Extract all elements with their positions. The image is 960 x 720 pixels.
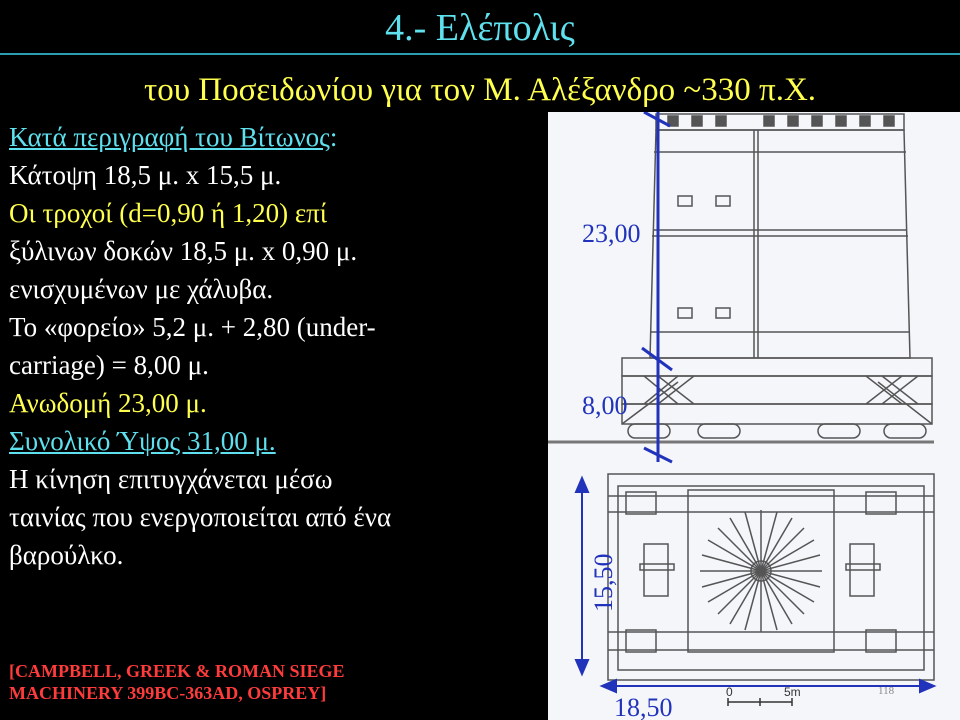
drawing-svg <box>548 112 960 720</box>
capstan <box>700 510 822 632</box>
title-divider <box>0 53 960 55</box>
body-line-plan: Κάτοψη 18,5 μ. x 15,5 μ. <box>9 160 282 190</box>
battlements <box>656 114 904 130</box>
body-text <box>9 118 549 574</box>
dim-superstructure-height: 23,00 <box>582 219 641 248</box>
tower-windows <box>678 196 730 318</box>
dim-length: 18,50 <box>614 693 673 720</box>
body-line-total-height: Συνολικό Ύψος 31,00 μ. <box>9 426 276 456</box>
body-line-source: Κατά περιγραφή του Βίτωνος: <box>9 122 338 152</box>
slide-title: 4.- Ελέπολις <box>385 7 575 49</box>
scale-end: 5m <box>784 685 801 699</box>
body-line-superstructure: Ανωδομή 23,00 μ. <box>9 388 207 418</box>
body-line-carriage-total: carriage) = 8,00 μ. <box>9 350 209 380</box>
body-line-beams: ξύλινων δοκών 18,5 μ. x 0,90 μ. <box>9 236 358 266</box>
body-line-winch: βαρούλκο. <box>9 540 124 570</box>
elevation-dimensions <box>642 112 672 462</box>
dim-width: 15,50 <box>589 553 618 612</box>
body-line-wheels: Οι τροχοί (d=0,90 ή 1,20) επί <box>9 198 328 228</box>
dim-undercarriage-height: 8,00 <box>582 391 628 420</box>
helepolis-drawing <box>548 112 960 720</box>
wheels <box>628 424 926 438</box>
citation-line-2: MACHINERY 399BC-363AD, OSPREY] <box>9 683 327 703</box>
slide-subtitle: του Ποσειδωνίου για τον Μ. Αλέξανδρο ~330 π.Χ. <box>143 72 817 108</box>
body-line-carriage: Το «φορείο» 5,2 μ. + 2,80 (under- <box>9 312 376 342</box>
citation <box>9 660 549 704</box>
page-number: 118 <box>878 685 895 697</box>
plan-view <box>608 474 934 680</box>
scale-zero: 0 <box>726 685 733 699</box>
scale-bar <box>728 698 792 706</box>
body-line-motion: Η κίνηση επιτυγχάνεται μέσω <box>9 464 333 494</box>
plan-dimensions <box>576 478 934 692</box>
body-line-steel: ενισχυμένων με χάλυβα. <box>9 274 274 304</box>
citation-line-1: [CAMPBELL, GREEK & ROMAN SIEGE <box>9 661 345 681</box>
body-line-belt: ταινίας που ενεργοποιείται από ένα <box>9 502 392 532</box>
